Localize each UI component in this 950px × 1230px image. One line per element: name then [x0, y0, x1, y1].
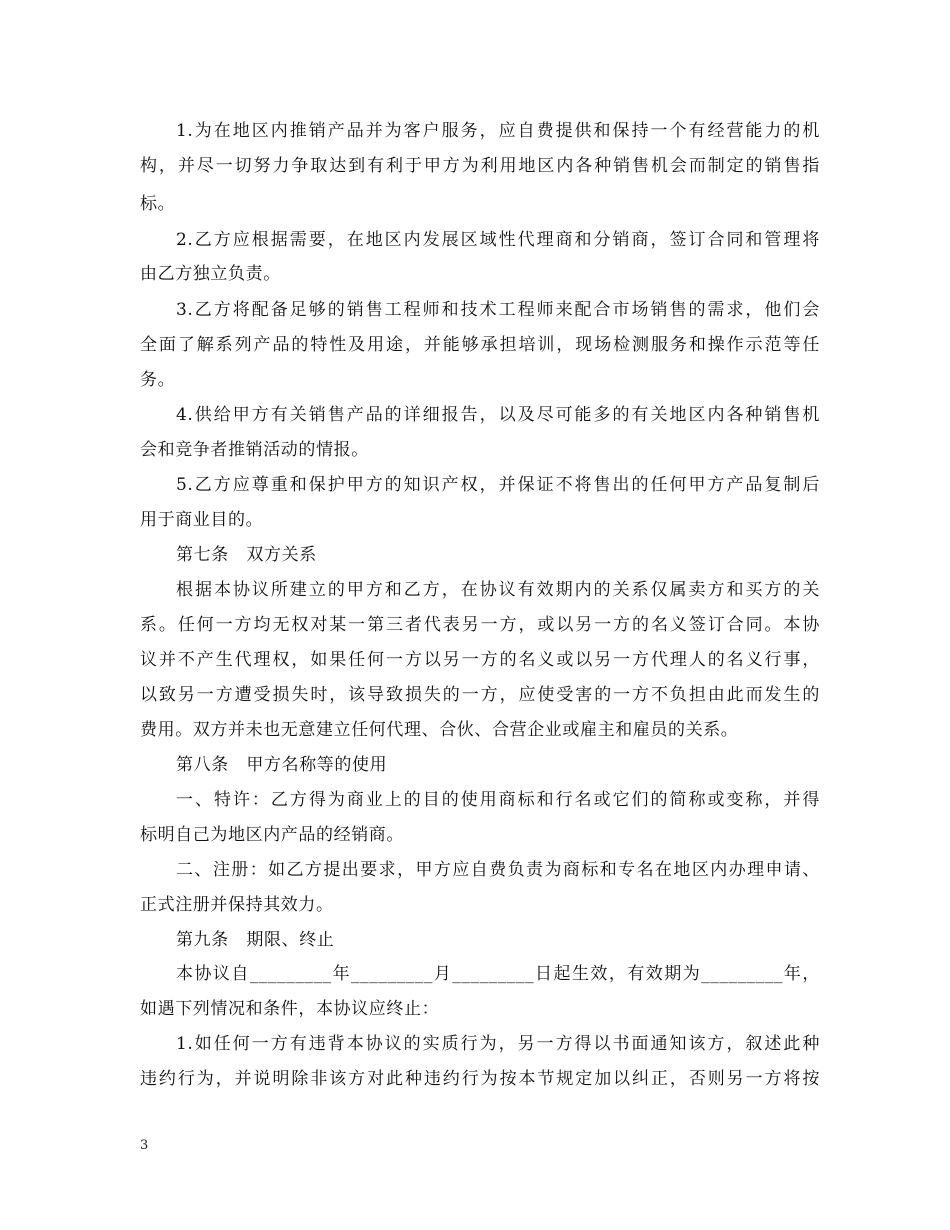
clause-6-item-2-line-1: 2.乙方应根据需要，在地区内发展区域性代理商和分销商，签订合同和管理将 — [176, 230, 820, 250]
clause-6-item-3-line-3: 务。 — [140, 370, 176, 390]
clause-7-paragraph-line-1: 根据本协议所建立的甲方和乙方，在协议有效期内的关系仅属卖方和买方的关 — [176, 580, 820, 600]
clause-6-item-3-line-1: 3.乙方将配备足够的销售工程师和技术工程师来配合市场销售的需求，他们会 — [176, 300, 820, 320]
clause-7-paragraph-line-5: 费用。双方并未也无意建立任何代理、合伙、合营企业或雇主和雇员的关系。 — [140, 720, 739, 740]
clause-9-item-1-line-2: 违约行为，并说明除非该方对此种违约行为按本节规定加以纠正，否则另一方将按 — [140, 1069, 820, 1089]
clause-9-termination-intro: 如遇下列情况和条件，本协议应终止： — [140, 999, 440, 1019]
clause-8-section-2-line-2: 正式注册并保持其效力。 — [140, 895, 334, 915]
clause-6-item-1-line-3: 标。 — [140, 194, 176, 214]
clause-6-item-4-line-2: 会和竞争者推销活动的情报。 — [140, 440, 369, 460]
clause-7-heading: 第七条 双方关系 — [176, 545, 317, 565]
clause-6-item-4-line-1: 4.供给甲方有关销售产品的详细报告，以及尽可能多的有关地区内各种销售机 — [176, 405, 820, 425]
page-number: 3 — [140, 1138, 149, 1153]
clause-6-item-5-line-1: 5.乙方应尊重和保护甲方的知识产权，并保证不将售出的任何甲方产品复制后 — [176, 475, 820, 495]
clause-9-effective-date-line: 本协议自_________年_________月_________日起生效，有效期为_________年， — [176, 964, 820, 984]
clause-8-heading: 第八条 甲方名称等的使用 — [176, 755, 388, 775]
clause-6-item-3-line-2: 全面了解系列产品的特性及用途，并能够承担培训，现场检测服务和操作示范等任 — [140, 335, 820, 355]
clause-6-item-2-line-2: 由乙方独立负责。 — [140, 264, 281, 284]
clause-6-item-5-line-2: 用于商业目的。 — [140, 510, 264, 530]
clause-8-section-1-line-2: 标明自己为地区内产品的经销商。 — [140, 825, 404, 845]
clause-7-paragraph-line-2: 系。任何一方均无权对某一第三者代表另一方，或以另一方的名义签订合同。本协 — [140, 615, 820, 635]
clause-8-section-1-line-1: 一、特许：乙方得为商业上的目的使用商标和行名或它们的简称或变称，并得 — [176, 790, 820, 810]
clause-8-section-2-line-1: 二、注册：如乙方提出要求，甲方应自费负责为商标和专名在地区内办理申请、 — [176, 860, 820, 880]
clause-9-heading: 第九条 期限、终止 — [176, 930, 335, 950]
clause-9-item-1-line-1: 1.如任何一方有违背本协议的实质行为，另一方得以书面通知该方，叙述此种 — [176, 1034, 820, 1054]
clause-6-item-1-line-1: 1.为在地区内推销产品并为客户服务，应自费提供和保持一个有经营能力的机 — [176, 121, 820, 141]
clause-7-paragraph-line-3: 议并不产生代理权，如果任何一方以另一方的名义或以另一方代理人的名义行事， — [140, 650, 820, 670]
clause-7-paragraph-line-4: 以致另一方遭受损失时，该导致损失的一方，应使受害的一方不负担由此而发生的 — [140, 685, 820, 705]
clause-6-item-1-line-2: 构，并尽一切努力争取达到有利于甲方为利用地区内各种销售机会而制定的销售指 — [140, 156, 820, 176]
